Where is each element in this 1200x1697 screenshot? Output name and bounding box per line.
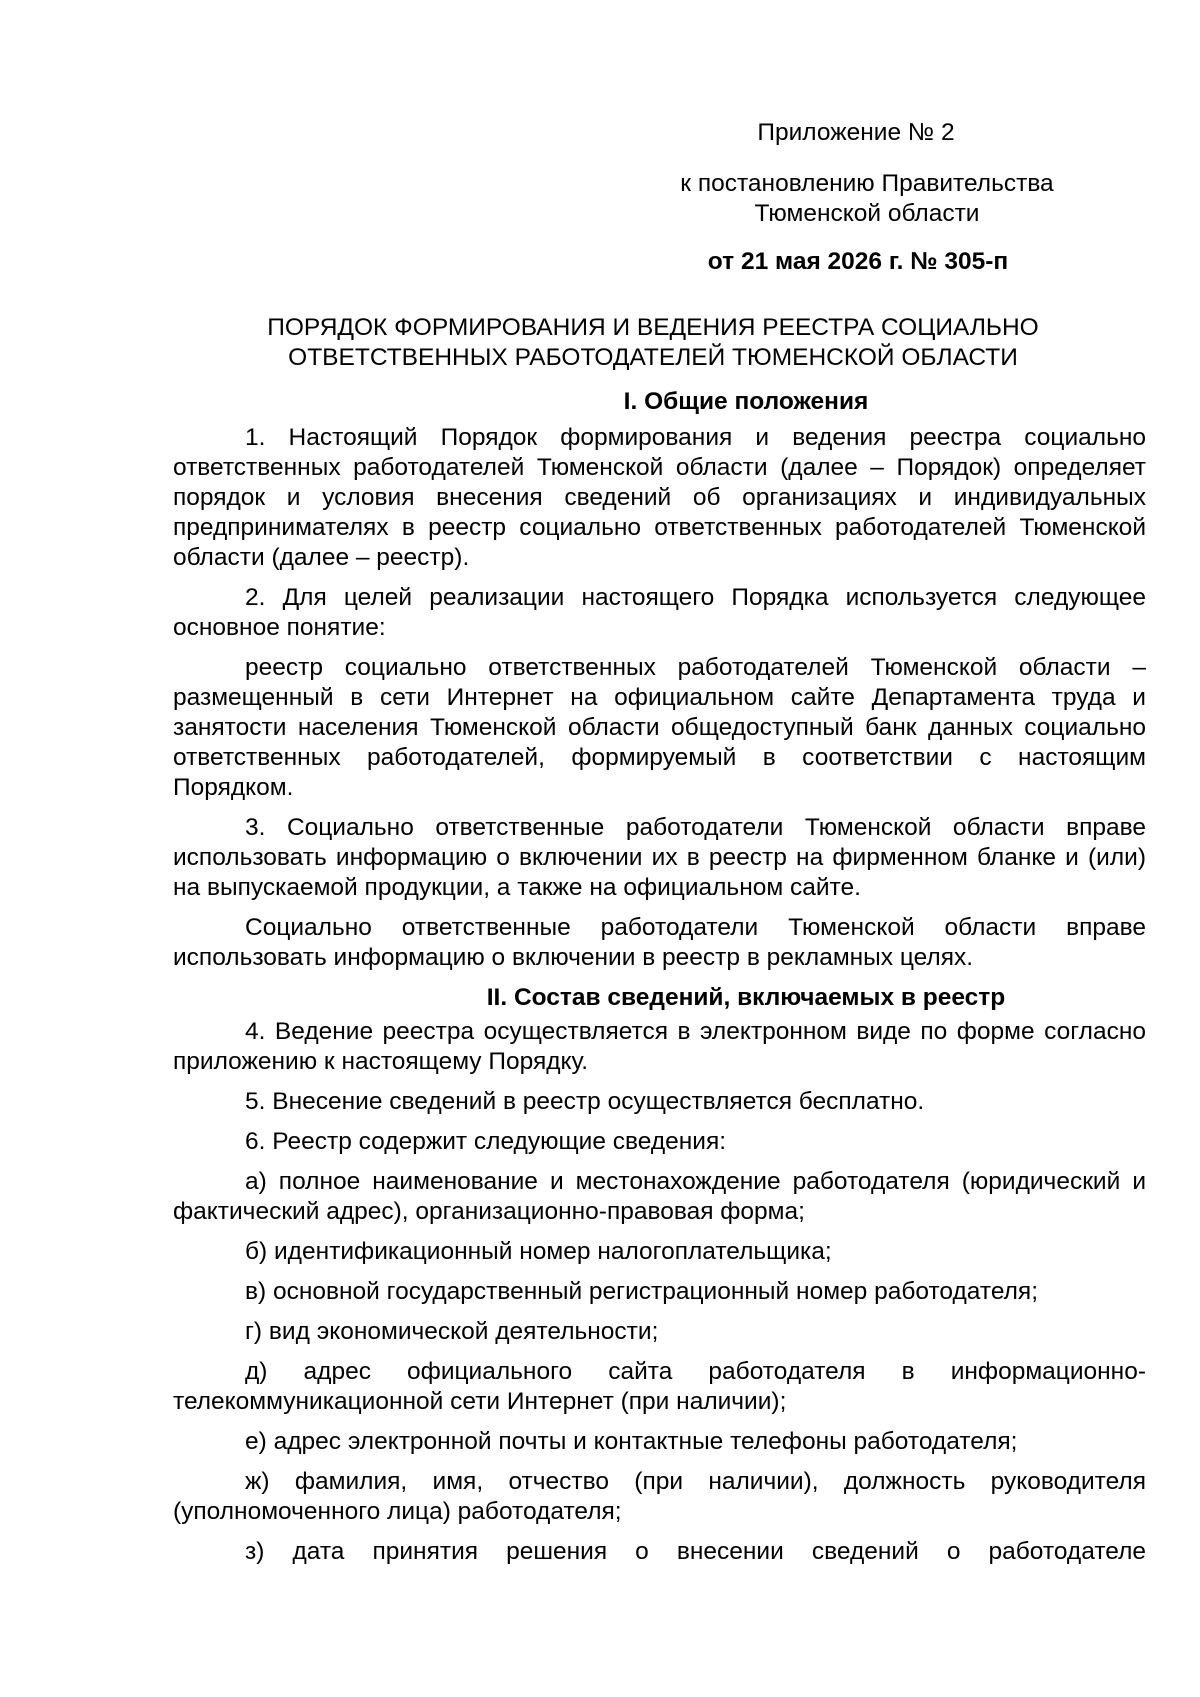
paragraph: 6. Реестр содержит следующие сведения: <box>245 1128 727 1155</box>
document-title-line: ОТВЕТСТВЕННЫХ РАБОТОДАТЕЛЕЙ ТЮМЕНСКОЙ ОБЛАСТИ <box>288 344 1018 371</box>
region-name: Тюменской области <box>754 200 980 227</box>
paragraph: 3. Социально ответственные работодатели Тюменской области вправе использовать информацию о включении их в реестр на фирменном бланке и (или) на выпускаемой продукции, а также на официальном сайте. <box>173 814 1146 901</box>
list-item: а) полное наименование и местонахождение работодателя (юридический и фактический адрес), организационно-правовая форма; <box>173 1168 1146 1225</box>
paragraph: 2. Для целей реализации настоящего Порядка используется следующее основное понятие: <box>173 584 1146 641</box>
section-heading: II. Состав сведений, включаемых в реестр <box>486 984 1006 1011</box>
list-item: г) вид экономической деятельности; <box>245 1318 659 1345</box>
list-item: е) адрес электронной почты и контактные телефоны работодателя; <box>245 1428 1018 1455</box>
list-item: в) основной государственный регистрационный номер работодателя; <box>245 1278 1039 1305</box>
list-item: б) идентификационный номер налогоплательщика; <box>245 1238 832 1265</box>
annex-header <box>652 118 1082 277</box>
annex-label: Приложение № 2 <box>757 119 955 146</box>
document-title <box>200 313 1106 373</box>
paragraph: реестр социально ответственных работодателей Тюменской области – размещенный в сети Интернет на официальном сайте Департамента труда и занятости населения Тюменской области общедоступный банк данных социально ответственных работодателей, формируемый в соответствии с настоящим Порядком. <box>173 654 1146 801</box>
resolution-date-number: от 21 мая 2026 г. № 305-п <box>707 248 1009 275</box>
list-item: ж) фамилия, имя, отчество (при наличии), должность руководителя (уполномоченного лица) работодателя; <box>173 1468 1146 1525</box>
document-body <box>173 387 1146 1567</box>
resolution-reference: к постановлению Правительства <box>680 170 1054 197</box>
section-heading: I. Общие положения <box>623 388 869 415</box>
paragraph: 1. Настоящий Порядок формирования и ведения реестра социально ответственных работодателей Тюменской области (далее – Порядок) определяет порядок и условия внесения сведений об организациях и индивидуальных предпринимателях в реестр социально ответственных работодателей Тюменской области (далее – реестр). <box>173 424 1146 571</box>
paragraph: 4. Ведение реестра осуществляется в электронном виде по форме согласно приложению к настоящему Порядку. <box>173 1018 1146 1075</box>
paragraph: 5. Внесение сведений в реестр осуществляется бесплатно. <box>245 1088 925 1115</box>
document-title-line: ПОРЯДОК ФОРМИРОВАНИЯ И ВЕДЕНИЯ РЕЕСТРА СОЦИАЛЬНО <box>267 314 1039 341</box>
paragraph: Социально ответственные работодатели Тюменской области вправе использовать информацию о включении в реестр в рекламных целях. <box>173 914 1146 971</box>
list-item: з) дата принятия решения о внесении сведений о работодателе <box>245 1538 1146 1565</box>
list-item: д) адрес официального сайта работодателя в информационно-телекоммуникационной сети Интернет (при наличии); <box>173 1358 1146 1415</box>
